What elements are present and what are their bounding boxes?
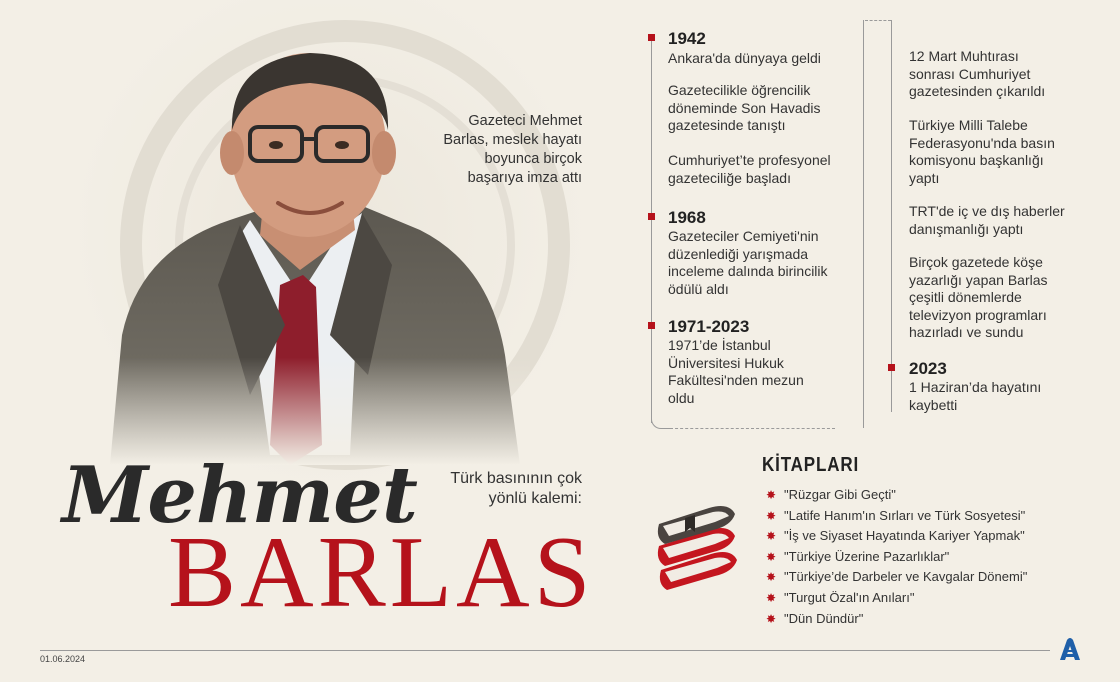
timeline-text: TRT'de iç ve dış haberler danışmanlığı yaptı	[909, 203, 1065, 237]
book-item: ✸ "Türkiye’de Darbeler ve Kavgalar Dönemi"	[766, 567, 1027, 588]
timeline-year-1971: 1971-2023	[668, 317, 750, 336]
timeline-text: Gazetecilikle öğrencilik döneminde Son Havadis gazetesinde tanıştı	[668, 82, 821, 133]
timeline-top-dash	[865, 20, 891, 21]
timeline-marker-1971	[648, 322, 655, 329]
bullet-icon: ✸	[766, 549, 777, 564]
timeline-year-2023: 2023	[909, 359, 947, 378]
bullet-icon: ✸	[766, 488, 777, 502]
portrait-photo	[100, 35, 530, 465]
book-item: ✸ "Latife Hanım'ın Sırları ve Türk Sosyetesi"	[766, 506, 1027, 527]
timeline-left-line	[651, 38, 652, 423]
bullet-icon: ✸	[766, 570, 777, 585]
timeline-text: Gazeteciler Cemiyeti'nin düzenlediği yarışmada inceleme dalında birincilik ödülü aldı	[668, 228, 828, 297]
timeline-year-1942: 1942	[668, 29, 706, 48]
book-list	[766, 485, 1027, 629]
bullet-icon: ✸	[766, 529, 777, 544]
timeline-text: 12 Mart Muhtırası sonrası Cumhuriyet gazetesinden çıkarıldı	[909, 48, 1046, 99]
timeline-right-line	[891, 20, 892, 412]
bullet-icon: ✸	[766, 611, 777, 626]
timeline-text: 1971’de İstanbul Üniversitesi Hukuk Fakültesi'nden mezun oldu	[668, 337, 804, 406]
timeline-text: Türkiye Milli Talebe Federasyonu'nda basın komisyonu başkanlığı yaptı	[909, 117, 1055, 186]
footer-divider	[40, 650, 1050, 651]
books-title: KİTAPLARI	[762, 454, 860, 476]
timeline-year-1968: 1968	[668, 208, 706, 227]
timeline-text: 1 Haziran’da hayatını kaybetti	[909, 379, 1042, 413]
intro-text: Gazeteci Mehmet Barlas, meslek hayatı boyunca birçok başarıya imza attı	[443, 113, 582, 186]
subtitle: Türk basınının çok yönlü kalemi:	[450, 470, 582, 507]
book-item: ✸ "Dün Dündür"	[766, 609, 1027, 630]
first-name: Mehmet	[62, 450, 417, 541]
books-icon	[655, 502, 745, 592]
bullet-icon: ✸	[766, 590, 777, 605]
book-item: ✸ "Turgut Özal'ın Anıları"	[766, 588, 1027, 609]
book-item: ✸ "İş ve Siyaset Hayatında Kariyer Yapmak"	[766, 526, 1027, 547]
bullet-icon: ✸	[766, 508, 777, 523]
book-item: ✸ "Rüzgar Gibi Geçti"	[766, 485, 1027, 506]
last-name: BARLAS	[168, 516, 595, 629]
timeline-marker-2023	[888, 364, 895, 371]
timeline-marker-1942	[648, 34, 655, 41]
timeline-text: Cumhuriyet’te profesyonel gazeteciliğe başladı	[668, 152, 831, 186]
timeline-text: Ankara'da dünyaya geldi	[668, 50, 821, 66]
book-item: ✸ "Türkiye Üzerine Pazarlıklar"	[766, 547, 1027, 568]
timeline-bridge	[835, 20, 864, 428]
date: 01.06.2024	[40, 654, 86, 664]
timeline-text: Birçok gazetede köşe yazarlığı yapan Barlas çeşitli dönemlerde televizyon programları hazırladı ve sundu	[909, 254, 1048, 340]
timeline-bottom-dash	[670, 428, 835, 429]
aa-logo-icon	[1058, 636, 1082, 662]
timeline-marker-1968	[648, 213, 655, 220]
